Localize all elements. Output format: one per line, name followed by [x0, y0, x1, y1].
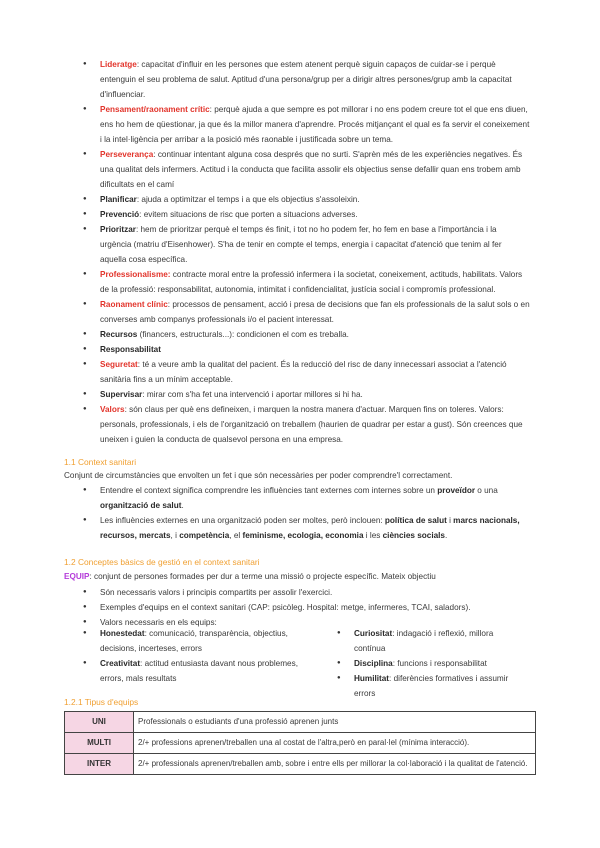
list-item: [100, 207, 530, 222]
term-label: Prevenció: [100, 210, 140, 219]
list-item: ● Creativitat: actitud entusiasta davant nous problemes, errors, mals resultats: [100, 656, 310, 686]
term-description: : processos de pensament, acció i presa de decisions que fan els professionals de la salut sols o en converses amb companys professionals i/o el pacient interessat.: [100, 300, 530, 324]
team-types-table: [64, 711, 536, 775]
list-item: ● Les influències externes en una organització poden ser moltes, però inclouen: política de salut i marcs nacionals, recursos, mercats, i competència, el feminisme, ecologia, economia i les ciències socials.: [100, 513, 530, 543]
context-list: [100, 483, 530, 543]
term-label: Responsabilitat: [100, 345, 161, 354]
list-item: ● Honestedat: comunicació, transparència, objectius, decisions, incerteses, errors: [100, 626, 310, 656]
term-description: contracte moral entre la professió infermera i la societat, coneixement, actituds, habilitats. Valors de la professió: responsabilitat, autonomia, intimitat i confidencialitat, justícia social i compromís professional.: [100, 270, 523, 294]
list-item: [100, 402, 530, 447]
list-item: [100, 327, 530, 342]
list-item: ● Curiositat: indagació i reflexió, millora contínua: [354, 626, 524, 656]
table-row: [65, 733, 536, 754]
list-item: ● Entendre el context significa comprendre les influències tant externes com internes sobre un proveïdor o una organització de salut.: [100, 483, 530, 513]
list-item: ● Exemples d'equips en el context sanitari (CAP: psicòleg. Hospital: metge, infermeres, TCAI, saladors).: [100, 600, 530, 615]
list-item: ● Són necessaris valors i principis compartits per assolir l'exercici.: [100, 585, 530, 600]
term-label: Perseverança: [100, 150, 154, 159]
list-item: ● Disciplina: funcions i responsabilitat: [354, 656, 524, 671]
list-item: ● Humilitat: diferències formatives i assumir errors: [354, 671, 524, 701]
list-item: [100, 297, 530, 327]
type-key: UNI: [65, 712, 134, 733]
term-label: Supervisar: [100, 390, 143, 399]
list-item: [100, 267, 530, 297]
equip-list: [100, 585, 530, 630]
term-label: Recursos: [100, 330, 138, 339]
term-label: Seguretat: [100, 360, 138, 369]
term-label: Valors: [100, 405, 125, 414]
term-label: Professionalisme:: [100, 270, 171, 279]
list-item: [100, 222, 530, 267]
values-left: [100, 626, 310, 686]
table-row: [65, 712, 536, 733]
values-right: [354, 626, 524, 701]
type-description: 2/+ professionals aprenen/treballen amb, sobre i entre ells per millorar la col·laboració i la qualitat de l'atenció.: [134, 754, 536, 775]
list-item: ● Valors necessaris en els equips:: [100, 615, 530, 630]
type-description: 2/+ professions aprenen/treballen una al costat de l'altra,però en paral·lel (mínima interacció).: [134, 733, 536, 754]
term-label: Prioritzar: [100, 225, 136, 234]
table-row: [65, 754, 536, 775]
term-description: : té a veure amb la qualitat del pacient. És la reducció del risc de dany innecessari associat a l'atenció sanitària fins a un mínim acceptable.: [100, 360, 507, 384]
term-description: : són claus per què ens defineixen, i marquen la nostra manera d'actuar. Marquen fins on toleres. Valors: personals, professionals, i els de l'organització on treballem (haurien de quadrar per estar a gust). Són creences que uneixen i guien la conducta de qualsevol persona en una empresa.: [100, 405, 523, 444]
term-description: (financers, estructurals...): condicionen el com es treballa.: [137, 330, 349, 339]
list-item: [100, 342, 530, 357]
type-description: Professionals o estudiants d'una professió aprenen junts: [134, 712, 536, 733]
list-item: [100, 102, 530, 147]
type-key: MULTI: [65, 733, 134, 754]
term-description: : ajuda a optimitzar el temps i a que els objectius s'assoleixin.: [136, 195, 360, 204]
term-description: : perquè ajuda a que sempre es pot millorar i no ens podem creure tot el que ens diuen, ens ho hem de qüestionar, ja que és la millor manera d'aprendre. Procés mitjançant el qual es fa servir el coneixement i la intel·ligència per arribar a la posició més raonable i justificada sobre un tema.: [100, 105, 530, 144]
term-label: Lideratge: [100, 60, 137, 69]
list-item: [100, 192, 530, 207]
section-title-team-types: 1.2.1 Tipus d'equips: [64, 697, 139, 707]
term-description: : continuar intentant alguna cosa després que no surti. S'aprèn més de les experiències negatives. És una qualitat dels infermers. Actitud i la conducta que facilita assolir els objectius sense defallir quan ens trobem amb dificultats en el camí: [100, 150, 523, 189]
equip-definition: EQUIP: conjunt de persones formades per dur a terme una missió o projecte específic. Mateix objectiu: [64, 572, 436, 581]
attributes-list: [100, 57, 530, 447]
context-intro: Conjunt de circumstàncies que envolten un fet i que són necessàries per poder comprendre'l correctament.: [64, 471, 453, 480]
section-title-management: 1.2 Conceptes bàsics de gestió en el context sanitari: [64, 557, 260, 567]
term-description: : evitem situacions de risc que porten a situacions adverses.: [139, 210, 358, 219]
term-description: : capacitat d'influir en les persones que estem atenent perquè siguin capaços de cuidar-se i perquè entenguin el seu problema de salut. Aptitud d'una persona/grup per a dirigir altres persones/grup amb la capacitat d'influenciar.: [100, 60, 512, 99]
list-item: [100, 357, 530, 387]
term-description: : hem de prioritzar perquè el temps és finit, i tot no ho podem fer, ho fem en base a l'importància i la urgència (matriu d'Eisenhower). S'ha de tenir en compte el temps, energia i capacitat d'atenció que tenim al fer aquella cosa específica.: [100, 225, 502, 264]
list-item: [100, 147, 530, 192]
term-label: Pensament/raonament crític: [100, 105, 210, 114]
list-item: [100, 387, 530, 402]
term-label: Raonament clínic: [100, 300, 168, 309]
term-label: Planificar: [100, 195, 137, 204]
term-description: : mirar com s'ha fet una intervenció i aportar millores si hi ha.: [142, 390, 363, 399]
list-item: [100, 57, 530, 102]
section-title-context: 1.1 Context sanitari: [64, 457, 137, 467]
type-key: INTER: [65, 754, 134, 775]
